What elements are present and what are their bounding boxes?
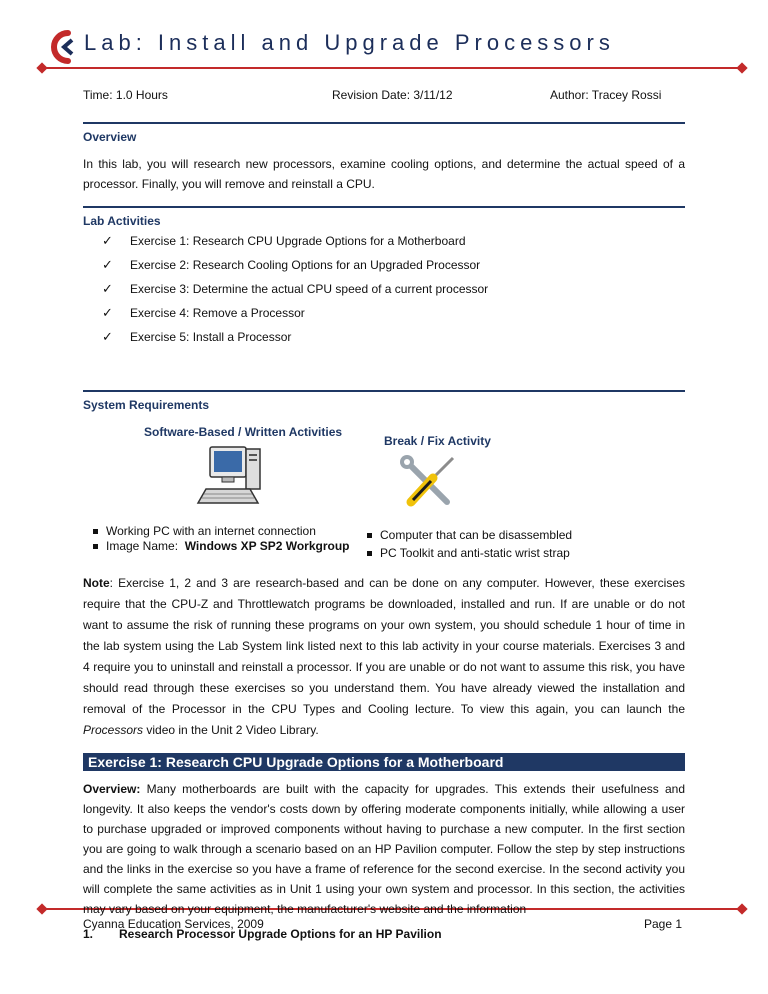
overview-heading: Overview — [83, 130, 137, 144]
activities-rule — [83, 206, 685, 208]
exercise1-step-1 — [83, 927, 442, 941]
exercise1-title: Exercise 1: Research CPU Upgrade Options for a Motherboard — [88, 754, 504, 770]
author-label: Author: Tracey Rossi — [550, 88, 662, 102]
breakfix-bullet: Computer that can be disassembled — [367, 528, 572, 542]
document-title: Lab: Install and Upgrade Processors — [84, 30, 615, 55]
note-paragraph: Note: Exercise 1, 2 and 3 are research-based and can be done on any computer. However, these exercises require that the CPU-Z and Throttlewatch programs be downloaded, installed and run. If are unable or do not want to assume the risk of running these programs on your own system, you should schedule 1 hour of time in the lab system using the Lab System link listed next to this lab activity in your course materials. Exercises 3 and 4 require you to uninstall and reinstall a processor. If you are unable or do not want to assume this risk, you have should read through these exercises so you understand them. You have already viewed the installation and removal of the Processor in the CPU Types and Cooling lecture. To view this again, you can launch the Processors video in the Unit 2 Video Library. — [83, 576, 685, 737]
breakfix-heading: Break / Fix Activity — [384, 434, 491, 448]
overview-rule — [83, 122, 685, 124]
breakfix-bullet: PC Toolkit and anti-static wrist strap — [367, 546, 570, 560]
revision-date: Revision Date: 3/11/12 — [332, 88, 453, 102]
exercise1-overview-text: Many motherboards are built with the capacity for upgrades. This extends their usefulness and longevity. It also keeps the vendor's costs down by offering moderate components initially, while allowing a user to purchase upgraded or improved components without having to purchase a new computer. In the first section you are going to walk through a scenario based on an HP Pavilion computer. Follow the step by step instructions and the links in the exercise so you have a frame of reference for the second exercise. In the second activity you will complete the same activities as in Unit 1 using your own system and processor. In this section, the activities may vary based on your equipment, the manufacturer's website and the information — [83, 782, 685, 916]
activity-item: ✓ Exercise 1: Research CPU Upgrade Options for a Motherboard — [102, 233, 466, 248]
tools-icon — [397, 454, 461, 512]
checkmark-icon: ✓ — [102, 329, 113, 344]
checkmark-icon: ✓ — [102, 233, 113, 248]
logo-icon — [42, 30, 82, 64]
activity-item: ✓ Exercise 5: Install a Processor — [102, 329, 292, 344]
computer-icon — [196, 445, 268, 511]
checkmark-icon: ✓ — [102, 305, 113, 320]
checkmark-icon: ✓ — [102, 281, 113, 296]
activity-item: ✓ Exercise 3: Determine the actual CPU speed of a current processor — [102, 281, 489, 296]
header-rule — [42, 67, 742, 69]
activity-item: ✓ Exercise 2: Research Cooling Options for an Upgraded Processor — [102, 257, 481, 272]
step-text: Research Processor Upgrade Options for an HP Pavilion — [119, 927, 442, 941]
overview-text: In this lab, you will research new processors, examine cooling options, and determine the actual speed of a processor. Finally, you will remove and reinstall a CPU. — [83, 157, 685, 191]
software-heading: Software-Based / Written Activities — [144, 425, 343, 439]
requirements-heading: System Requirements — [83, 398, 210, 412]
page-number: Page 1 — [644, 917, 683, 931]
software-bullet: Working PC with an internet connection — [93, 524, 316, 538]
software-bullet: Image Name: Windows XP SP2 Workgroup — [93, 539, 350, 553]
checkmark-icon: ✓ — [102, 257, 113, 272]
activities-heading: Lab Activities — [83, 214, 161, 228]
time-label: Time: 1.0 Hours — [83, 88, 168, 102]
activity-item: ✓ Exercise 4: Remove a Processor — [102, 305, 305, 320]
exercise1-overview-label: Overview: — [83, 782, 141, 796]
footer-left: Cyanna Education Services, 2009 — [83, 917, 264, 931]
requirements-rule — [83, 390, 685, 392]
step-number: 1. — [83, 927, 94, 941]
exercise1-overview — [83, 779, 685, 919]
